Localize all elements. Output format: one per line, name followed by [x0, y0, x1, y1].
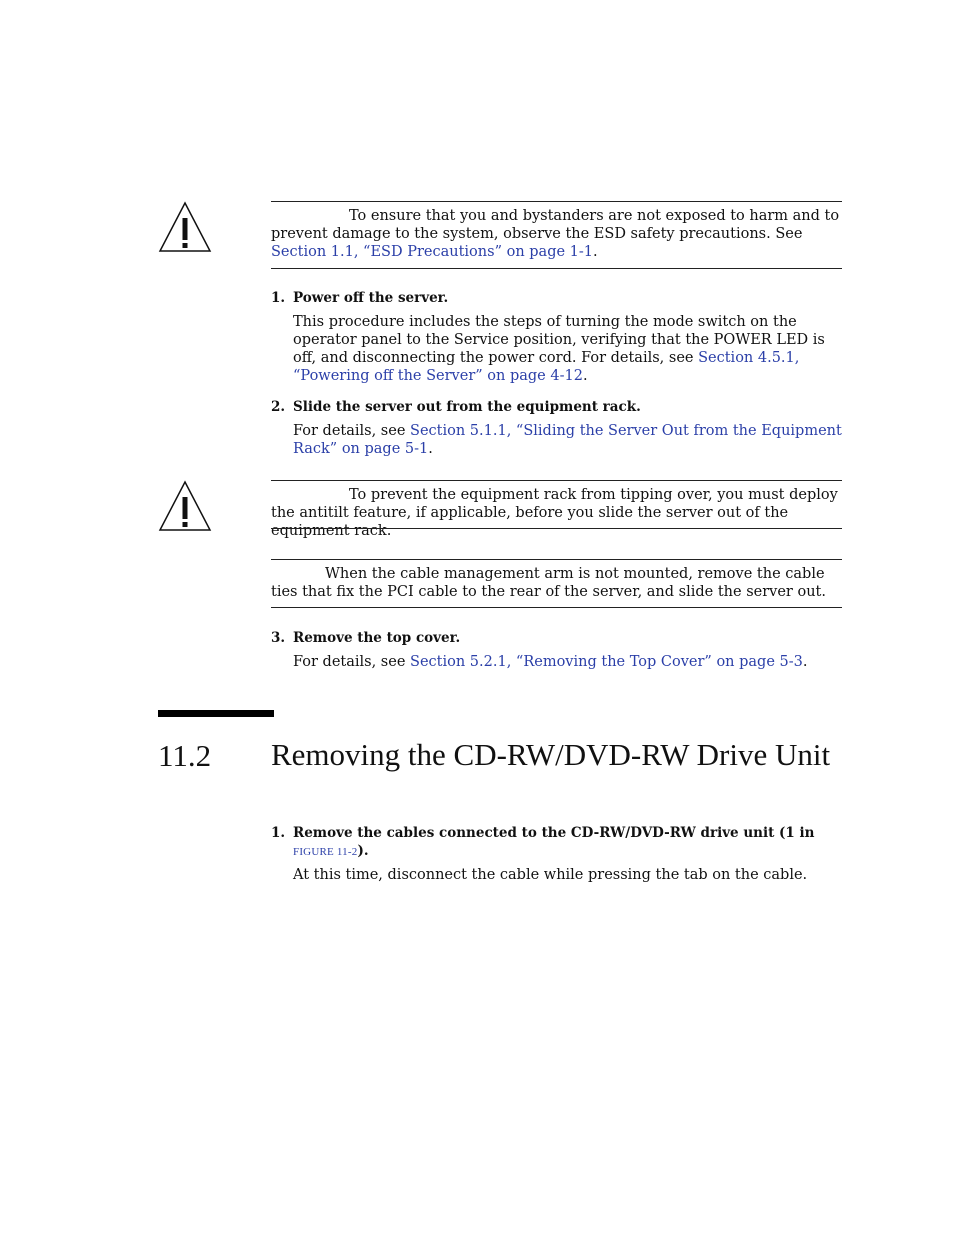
section-title: Removing the CD-RW/DVD-RW Drive Unit	[271, 737, 831, 772]
step-title: Power off the server.	[293, 290, 449, 306]
note-top-rule	[271, 559, 842, 560]
caution-text: To prevent the equipment rack from tipping over, you must deploy the antitilt feature, if applicable, before you slide the server out of the equipment rack.	[271, 487, 838, 539]
step-title: Slide the server out from the equipment rack.	[293, 399, 641, 415]
caution-triangle-icon	[158, 201, 212, 253]
note-bottom-rule	[271, 607, 842, 608]
step-number: 1.	[271, 290, 286, 306]
caution-bottom-rule	[271, 268, 842, 269]
figure-reference-link[interactable]: FIGURE 11-2	[293, 846, 358, 858]
step-title: Remove the cables connected to the CD-RW/DVD-RW drive unit (1 in FIGURE 11-2).	[293, 825, 815, 859]
step-body: At this time, disconnect the cable while pressing the tab on the cable.	[293, 867, 808, 883]
powering-off-link[interactable]: Section 4.5.1, “Powering off the Server” on page 4-12	[293, 350, 800, 384]
section-divider-bar	[158, 710, 274, 717]
caution-bottom-rule	[271, 528, 842, 529]
caution-text: To ensure that you and bystanders are not exposed to harm and to prevent damage to the system, observe the ESD safety precautions. See Section 1.1, “ESD Precautions” on page 1-1.	[271, 208, 840, 260]
step-body: This procedure includes the steps of turning the mode switch on the operator panel to the Service position, verifying that the POWER LED is off, and disconnecting the power cord. For details, see Section 4.5.1, “Powering off the Server” on page 4-12.	[293, 314, 825, 384]
step-number: 3.	[271, 630, 286, 646]
section-number: 11.2	[158, 738, 212, 773]
sliding-server-link[interactable]: Section 5.1.1, “Sliding the Server Out from the Equipment Rack” on page 5-1	[293, 423, 842, 457]
caution-top-rule	[271, 201, 842, 202]
step-number: 1.	[271, 825, 286, 841]
step-number: 2.	[271, 399, 286, 415]
removing-top-cover-link[interactable]: Section 5.2.1, “Removing the Top Cover” on page 5-3	[410, 654, 803, 670]
step-body: For details, see Section 5.2.1, “Removing the Top Cover” on page 5-3.	[293, 654, 808, 670]
caution-top-rule	[271, 480, 842, 481]
caution-triangle-icon	[158, 480, 212, 532]
note-text: When the cable management arm is not mounted, remove the cable ties that fix the PCI cable to the rear of the server, and slide the server out.	[271, 566, 826, 600]
esd-precautions-link[interactable]: Section 1.1, “ESD Precautions” on page 1-1	[271, 244, 594, 260]
step-body: For details, see Section 5.1.1, “Sliding the Server Out from the Equipment Rack” on page 5-1.	[293, 423, 842, 457]
step-title: Remove the top cover.	[293, 630, 461, 646]
